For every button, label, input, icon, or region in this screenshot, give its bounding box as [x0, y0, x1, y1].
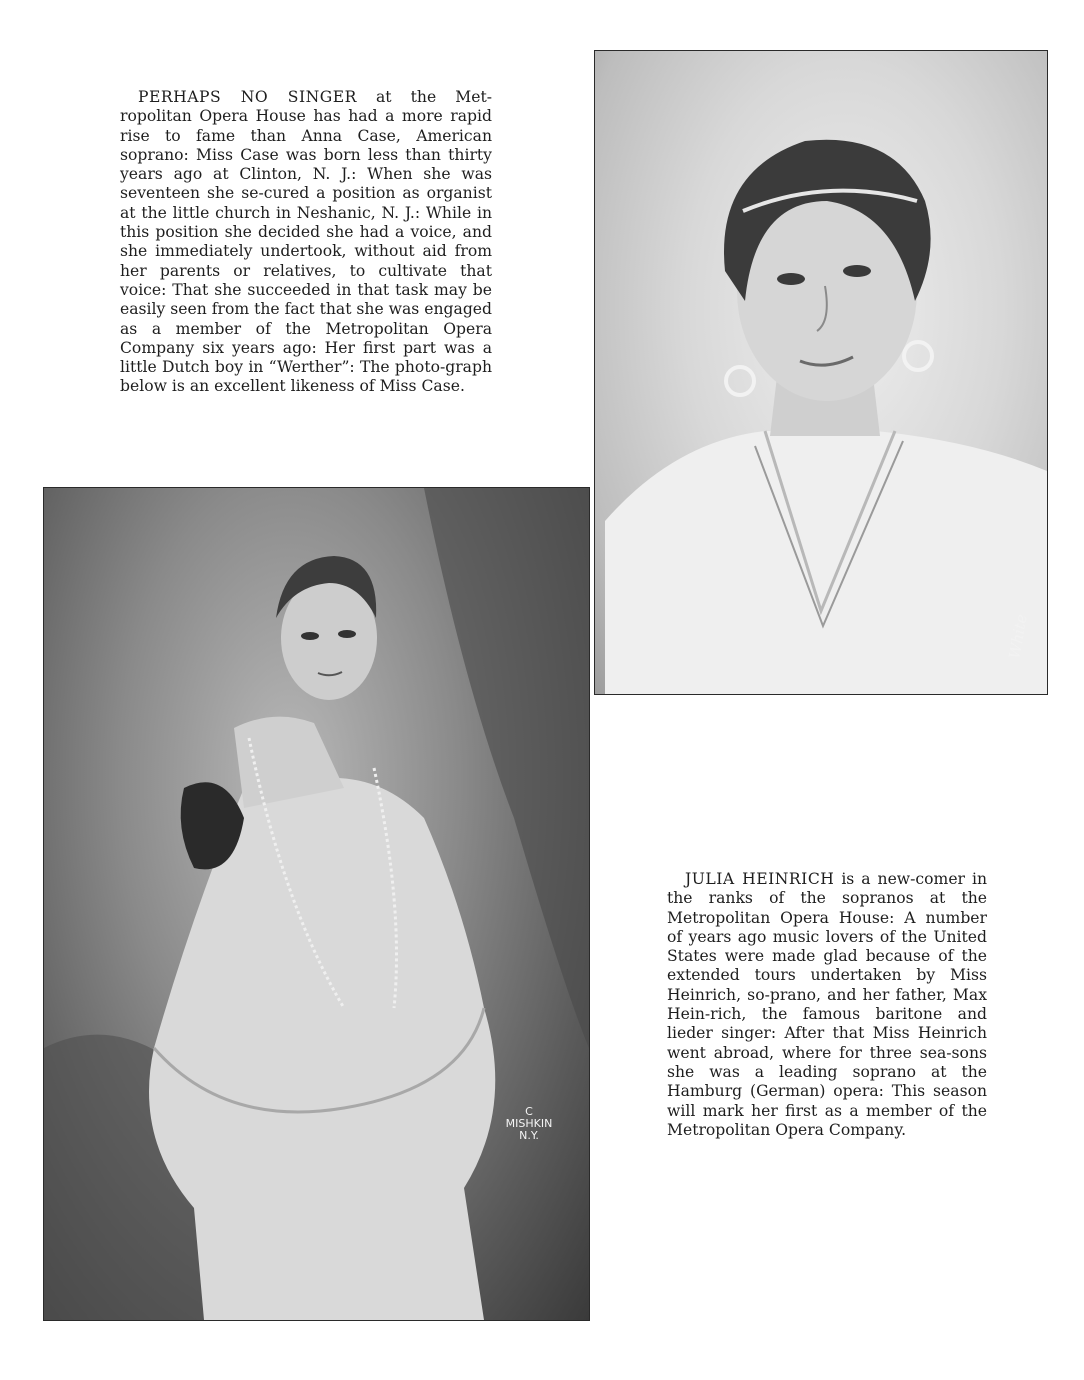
photographer-signature-white: White [1005, 612, 1031, 661]
julia-heinrich-portrait [594, 50, 1048, 695]
mishkin-credit-city: N.Y. [519, 1129, 539, 1142]
photographer-signature-mishkin [499, 1106, 559, 1142]
anna-case-body: at the Met-ropolitan Opera House has had a more rapid rise to fame than Anna Case, American soprano: Miss Case was born less than thirty years ago at Clinton, N. J.: When she was seventeen she se-cured a position as organist at the little church in Neshanic, N. J.: While in this position she decided she had a voice, and she immediately undertook, without aid from her parents or relatives, to cultivate that voice: That she succeeded in that task may be easily seen from the fact that she was engaged as a member of the Metropolitan Opera Company six years ago: Her first part was a little Dutch boy in “Werther”: The photo-graph below is an excellent likeness of Miss Case. [120, 88, 493, 396]
anna-case-portrait [43, 487, 590, 1321]
mishkin-credit-initial: C [525, 1105, 533, 1118]
julia-heinrich-article [667, 870, 987, 1140]
anna-case-portrait-art [44, 488, 589, 1320]
julia-heinrich-portrait-art [595, 51, 1047, 694]
julia-heinrich-lead: JULIA HEINRICH [685, 870, 835, 888]
anna-case-lead: PERHAPS NO SINGER [138, 88, 357, 106]
mishkin-credit-name: MISHKIN [505, 1117, 553, 1130]
julia-heinrich-body: is a new-comer in the ranks of the sopranos at the Metropolitan Opera House: A number of years ago music lovers of the United States were made glad because of the extended tours undertaken by Miss Heinrich, so-prano, and her father, Max Hein-rich, the famous baritone and lieder singer: After that Miss Heinrich went abroad, where for three sea-sons she was a leading soprano at the Hamburg (German) opera: This season will mark her first as a member of the Metropolitan Opera Company. [667, 870, 988, 1139]
anna-case-article [120, 88, 492, 397]
